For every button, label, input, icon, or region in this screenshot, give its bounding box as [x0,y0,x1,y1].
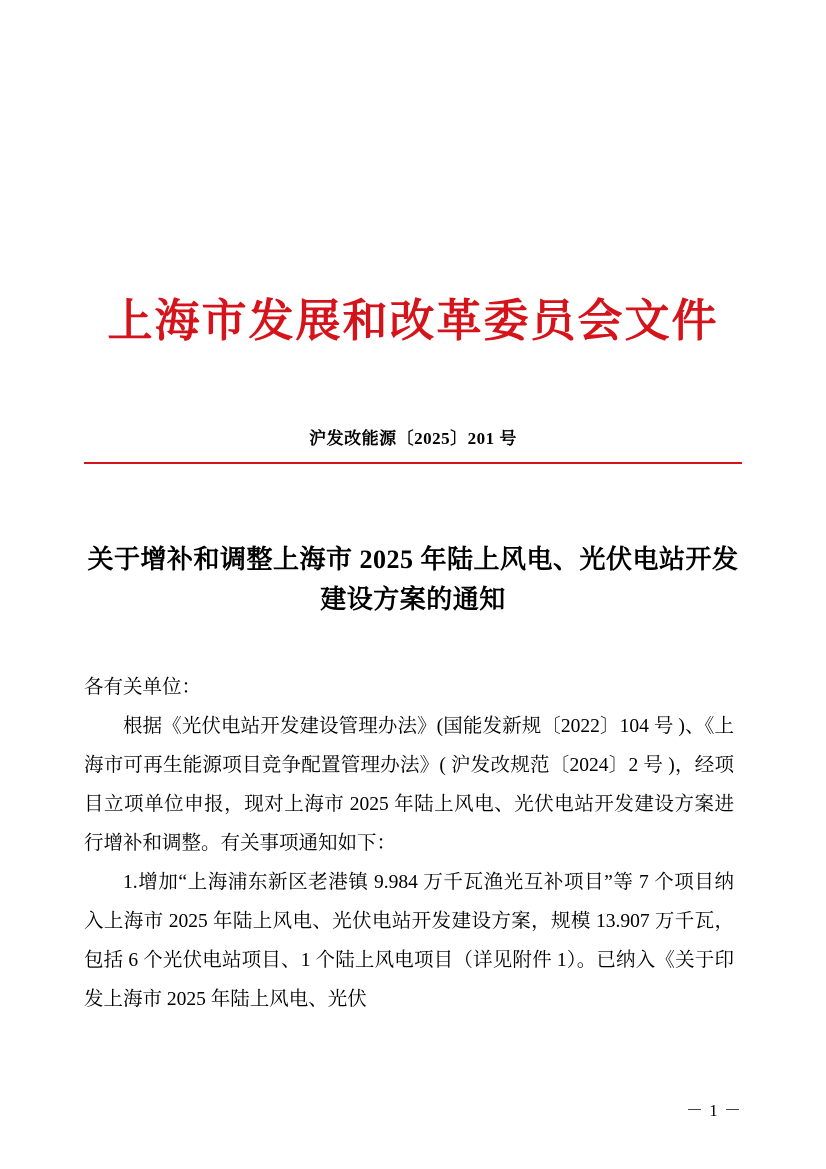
red-divider-rule [84,462,742,464]
document-body [84,668,734,1019]
masthead [0,296,826,348]
salutation: 各有关单位： [84,677,202,698]
page-title: 关于增补和调整上海市 2025 年陆上风电、光伏电站开发建设方案的通知 [87,545,739,615]
document-number: 沪发改能源〔2025〕201 号 [309,429,517,448]
body-paragraph-1: 根据《光伏电站开发建设管理办法》(国能发新规〔2022〕104 号 )、《上海市可再生能源项目竞争配置管理办法》( 沪发改规范〔2024〕2 号 )，经项目立项单位申报，现对上海市 2025 年陆上风电、光伏电站开发建设方案进行增补和调整。有关事项通知如下： [84,716,734,854]
page-number: － 1 － [686,1101,742,1120]
issuing-authority-title: 上海市发展和改革委员会文件 [107,296,719,346]
body-paragraph-2: 1.增加“上海浦东新区老港镇 9.984 万千瓦渔光互补项目”等 7 个项目纳入上海市 2025 年陆上风电、光伏电站开发建设方案，规模 13.907 万千瓦，包括 6 个光伏电站项目、1 个陆上风电项目（详见附件 1）。已纳入《关于印发上海市 2025 年陆上风电、光伏 [84,872,734,1010]
